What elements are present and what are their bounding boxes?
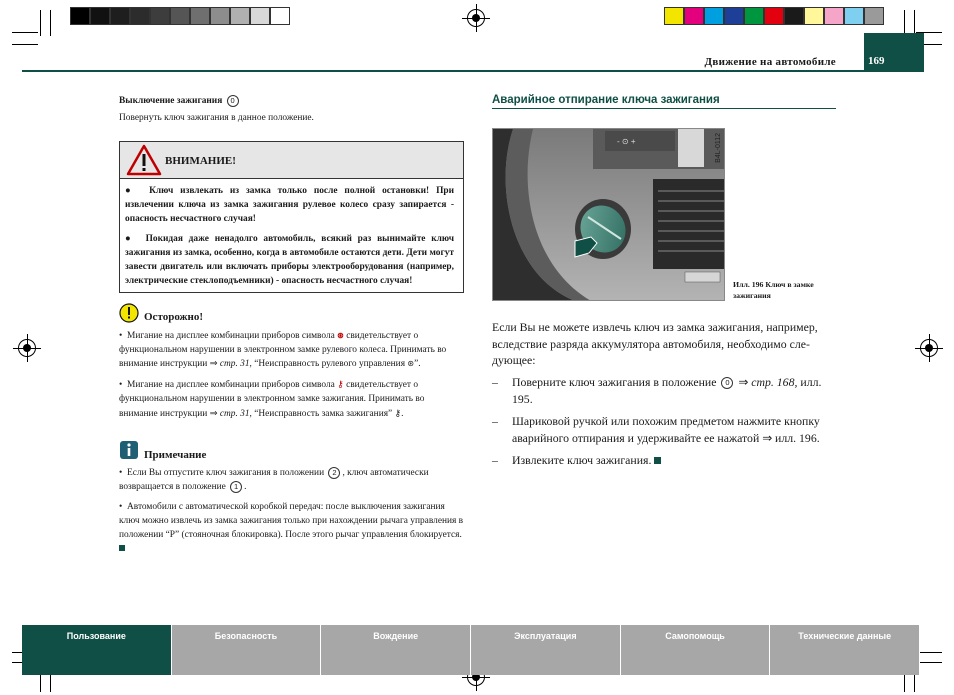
calibration-swatch <box>804 7 824 25</box>
warning-header <box>120 142 463 179</box>
calibration-swatch <box>704 7 724 25</box>
section-title-emergency-release: Аварийное отпирание ключа зажигания <box>492 94 836 109</box>
calibration-swatch <box>764 7 784 25</box>
caution-item-2: • Мигание на дисплее комбинации приборов символа ⚷ свидетельствует о функциональном нарушении в электронном замке зажигания. Принимать во внимание инструкции ⇒ стр. 31, “Неисправность замка зажигания” ⚷. <box>119 379 425 419</box>
svg-text:- ⊙ +: - ⊙ + <box>617 137 636 146</box>
footer-tab[interactable]: Самопомощь <box>621 625 771 675</box>
caution-section <box>119 303 464 427</box>
ignition-off-section <box>119 94 241 108</box>
calibration-swatch <box>250 7 270 25</box>
steering-warning-icon: ⊛ <box>407 359 415 368</box>
note-item-1: • Если Вы отпустите ключ зажигания в положении 2 , ключ автоматически возвращается в положение 1 . <box>119 467 429 492</box>
footer-tab[interactable]: Технические данные <box>770 625 920 675</box>
calibration-swatch <box>230 7 250 25</box>
calibration-swatch <box>864 7 884 25</box>
figure-caption: Илл. 196 Ключ в замке зажигания <box>733 280 814 300</box>
end-marker-icon <box>654 457 661 464</box>
end-marker-icon <box>119 545 125 551</box>
footer-tab[interactable]: Пользование <box>22 625 172 675</box>
registration-mark-left <box>18 339 36 357</box>
caution-title: Осторожно! <box>144 311 204 323</box>
caution-item-1: • Мигание на дисплее комбинации приборов символа ⊛ свидетельствует о функциональном нарушении в электронном замке рулевого колеса. Принимать во внимание инструкции ⇒ стр. 31, “Неисправность рулевого управления ⊛”. <box>119 331 447 369</box>
step-2: – Шариковой ручкой или похожим предметом нажмите кнопку аварийного отпирания и удерживайте ее нажатой ⇒ илл. 196. <box>492 414 820 445</box>
calibration-swatch <box>784 7 804 25</box>
ignition-key-photo <box>492 128 725 301</box>
header-rule <box>22 70 924 72</box>
footer-tab[interactable]: Вождение <box>321 625 471 675</box>
ignition-off-title: Выключение зажигания <box>119 96 223 106</box>
warning-body <box>120 179 463 288</box>
calibration-swatch <box>130 7 150 25</box>
calibration-swatch <box>150 7 170 25</box>
footer-nav <box>22 625 920 675</box>
registration-mark-top <box>467 9 485 27</box>
step-3: – Извлеките ключ зажигания. <box>492 452 837 469</box>
info-icon <box>119 440 139 460</box>
key-warning-icon: ⚷ <box>337 379 344 389</box>
warning-triangle-icon <box>126 144 162 176</box>
position-marker: 0 <box>721 377 733 389</box>
calibration-swatch <box>270 7 290 25</box>
calibration-swatch <box>824 7 844 25</box>
calibration-swatch <box>744 7 764 25</box>
steering-warning-icon: ⊛ <box>337 331 344 340</box>
ignition-off-text: Повернуть ключ зажигания в данное положение. <box>119 113 314 123</box>
warning-title: ВНИМАНИЕ! <box>165 155 236 167</box>
calibration-swatch <box>210 7 230 25</box>
position-marker: 0 <box>227 95 239 107</box>
registration-mark-right <box>920 339 938 357</box>
dashboard-illustration <box>493 129 725 301</box>
warning-box <box>119 141 464 293</box>
calibration-swatch <box>70 7 90 25</box>
caution-icon <box>119 303 139 323</box>
calibration-swatch <box>724 7 744 25</box>
footer-tab[interactable]: Безопасность <box>172 625 322 675</box>
page-number: 169 <box>864 33 924 72</box>
footer-tab[interactable]: Эксплуатация <box>471 625 621 675</box>
calibration-swatch <box>110 7 130 25</box>
caution-body <box>119 329 464 421</box>
intro-paragraph: Если Вы не можете извлечь ключ из замка зажигания, например, вследствие разряда аккумулятора автомобиля, необходимо следующее: <box>492 320 818 367</box>
note-item-2: • Автомобили с автоматической коробкой передач: после выключения зажигания ключ можно извлечь из замка зажигания только при нахождении рычага управления в положении “P” (стояночная блокировка). После этого рычаг управления блокируется. <box>119 500 464 556</box>
step-1: – Поверните ключ зажигания в положение 0 ⇒ стр. 168, илл. 195. <box>492 375 822 406</box>
note-section <box>119 440 464 562</box>
note-body <box>119 466 464 556</box>
calibration-swatch <box>684 7 704 25</box>
calibration-swatch <box>170 7 190 25</box>
header-title: Движение на автомобиле <box>704 56 836 68</box>
calibration-swatch <box>844 7 864 25</box>
key-warning-icon: ⚷ <box>394 408 402 418</box>
warning-item: ● Покидая даже ненадолго автомобиль, всякий раз вынимайте ключ зажигания из замка, особенно, когда в автомобиле остаются дети. Дети могут завести двигатель или включать приборы электрооборудования (например, электрические стеклоподъемники) - опасность несчастного случая! <box>125 233 454 287</box>
warning-item: ● Ключ извлекать из замка только после полной остановки! При извлечении ключа из замка зажигания рулевое колесо сразу запирается - опасность несчастного случая! <box>125 186 454 225</box>
calibration-swatch <box>90 7 110 25</box>
figure-code: B4L-0112 <box>715 133 722 163</box>
note-title: Примечание <box>144 449 207 461</box>
calibration-swatch <box>190 7 210 25</box>
calibration-swatch <box>664 7 684 25</box>
